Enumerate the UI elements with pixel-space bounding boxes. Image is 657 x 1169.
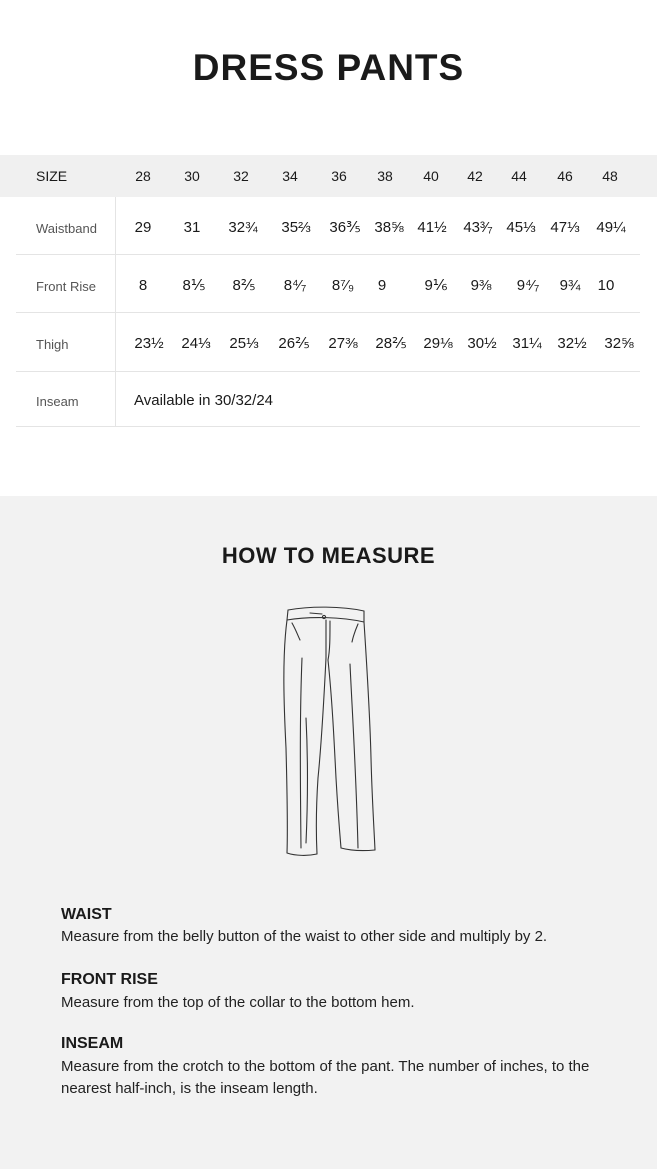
table-cell: 26⅖ [278, 335, 310, 352]
row-label-inseam: Inseam [36, 394, 79, 409]
table-cell: 8⁴⁄₇ [283, 277, 307, 294]
size-46: 46 [557, 168, 573, 184]
table-cell: 24⅓ [181, 335, 211, 352]
table-cell: 32¾ [228, 219, 258, 236]
table-cell: 10 [597, 277, 615, 294]
table-cell: 35⅔ [281, 219, 311, 236]
table-cell: 9¾ [559, 277, 581, 294]
row-label-thigh: Thigh [36, 337, 69, 352]
table-cell: 29⅛ [423, 335, 453, 352]
waist-instructions: Measure from the belly button of the waist to other side and multiply by 2. [61, 928, 548, 945]
page-title: DRESS PANTS [192, 47, 465, 88]
table-cell: 47⅓ [550, 219, 580, 236]
row-label-front-rise: Front Rise [36, 279, 96, 294]
row-label-waistband: Waistband [36, 221, 97, 236]
table-cell: 9 [377, 277, 387, 294]
table-cell: 32½ [557, 335, 587, 352]
size-34: 34 [282, 168, 298, 184]
table-cell: 9⅜ [470, 277, 492, 294]
table-cell: 38⅝ [374, 219, 404, 236]
row-divider [16, 426, 640, 427]
size-36: 36 [331, 168, 347, 184]
table-cell: 29 [134, 219, 152, 236]
row-divider [16, 312, 640, 313]
table-cell: 31¼ [512, 335, 542, 352]
how-to-measure-title: HOW TO MEASURE [221, 543, 436, 568]
table-cell: 9⁴⁄₇ [516, 277, 540, 294]
row-divider [16, 254, 640, 255]
table-cell: 31 [183, 219, 201, 236]
size-30: 30 [184, 168, 200, 184]
table-cell: 8⁷⁄₉ [331, 277, 355, 294]
inseam-instructions: Measure from the crotch to the bottom of the pant. The number of inches, to the nearest half-inch, is the inseam length. [61, 1058, 590, 1097]
size-38: 38 [377, 168, 393, 184]
table-cell: 43³⁄₇ [463, 219, 493, 236]
table-cell: 27⅜ [328, 335, 358, 352]
size-40: 40 [423, 168, 439, 184]
table-cell: 45⅓ [506, 219, 536, 236]
table-cell: 25⅓ [229, 335, 259, 352]
waist-heading: WAIST [61, 906, 112, 923]
table-cell: 49¼ [596, 219, 626, 236]
table-cell: 36⅗ [329, 219, 361, 236]
row-divider [16, 371, 640, 372]
table-cell: 28⅖ [375, 335, 407, 352]
table-cell: 32⅝ [604, 335, 634, 352]
size-44: 44 [511, 168, 527, 184]
size-32: 32 [233, 168, 249, 184]
inseam-heading: INSEAM [61, 1035, 124, 1052]
inseam-availability: Available in 30/32/24 [134, 392, 273, 409]
size-42: 42 [467, 168, 483, 184]
table-cell: 30½ [467, 335, 497, 352]
table-cell: 8 [138, 277, 148, 294]
table-cell: 8⅕ [182, 277, 206, 294]
table-cell: 8⅖ [232, 277, 256, 294]
table-cell: 41½ [417, 219, 447, 236]
table-cell: 23½ [134, 335, 164, 352]
front-rise-instructions: Measure from the top of the collar to the bottom hem. [61, 994, 415, 1011]
size-header-label: SIZE [36, 168, 68, 184]
front-rise-heading: FRONT RISE [61, 971, 158, 988]
dress-pants-icon [270, 598, 380, 860]
size-28: 28 [135, 168, 151, 184]
size-48: 48 [602, 168, 618, 184]
table-cell: 9⅙ [424, 277, 448, 294]
